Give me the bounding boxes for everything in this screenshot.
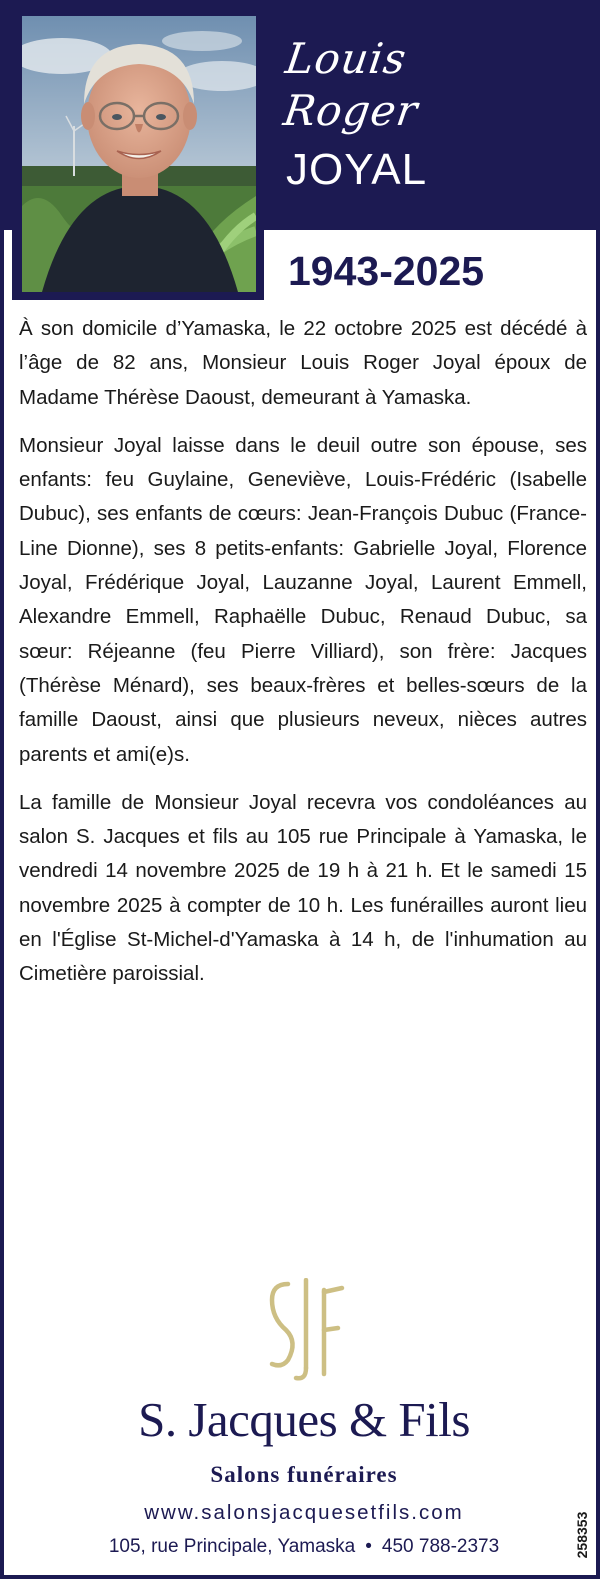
contact-line (4, 1535, 600, 1559)
paragraph-survivors: Monsieur Joyal laisse dans le deuil outre son épouse, ses enfants: feu Guylaine, Geneviève, Louis-Frédéric (Isabelle Dubuc), ses enfants de cœurs: Jean-François Dubuc (France-Line Dionne), ses 8 petits-enfants: Gabrielle Joyal, Florence Joyal, Frédérique Joyal, Lauzanne Joyal, Laurent Emmell, Alexandre Emmell, Raphaëlle Dubuc, Renaud Dubuc, sa sœur: Réjeanne (feu Pierre Villiard), son frère: Jacques (Thérèse Ménard), ses beaux-frères et belles-sœurs de la famille Daoust, ainsi que plusieurs neveux, nièces autres parents et ami(e)s. (19, 433, 587, 766)
paragraph-death-notice: À son domicile d’Yamaska, le 22 octobre 2025 est décédé à l’âge de 82 ans, Monsieur Louis Roger Joyal époux de Madame Thérèse Daoust, demeurant à Yamaska. (19, 317, 587, 409)
last-name: JOYAL (286, 145, 428, 194)
funeral-home-name: S. Jacques & Fils (138, 1392, 470, 1447)
funeral-home-subtitle: Salons funéraires (210, 1462, 398, 1487)
paragraph-visitation: La famille de Monsieur Joyal recevra vos condoléances au salon S. Jacques et fils au 105 rue Principale à Yamaska, le vendredi 14 novembre 2025 de 19 h à 21 h. Et le samedi 15 novembre 2025 à compter de 10 h. Les funérailles auront lieu en l'Église St-Michel-d'Yamaska à 14 h, de l'inhumation au Cimetière paroissial. (19, 790, 587, 986)
sjf-monogram-logo (266, 1278, 346, 1382)
obituary-text (19, 312, 587, 1006)
middle-name: Roger (280, 86, 422, 135)
bullet-separator: • (365, 1536, 372, 1557)
ad-number-box (570, 1495, 594, 1575)
phone-number[interactable]: 450 788-2373 (381, 1536, 500, 1557)
website-link[interactable]: www.salonsjacquesetfils.com (144, 1501, 464, 1524)
life-dates: 1943-2025 (288, 248, 485, 294)
ad-number: 258353 (574, 1511, 590, 1559)
first-name: Louis (282, 34, 410, 83)
deceased-photo (22, 16, 256, 292)
address-text: 105, rue Principale, Yamaska (108, 1536, 356, 1557)
